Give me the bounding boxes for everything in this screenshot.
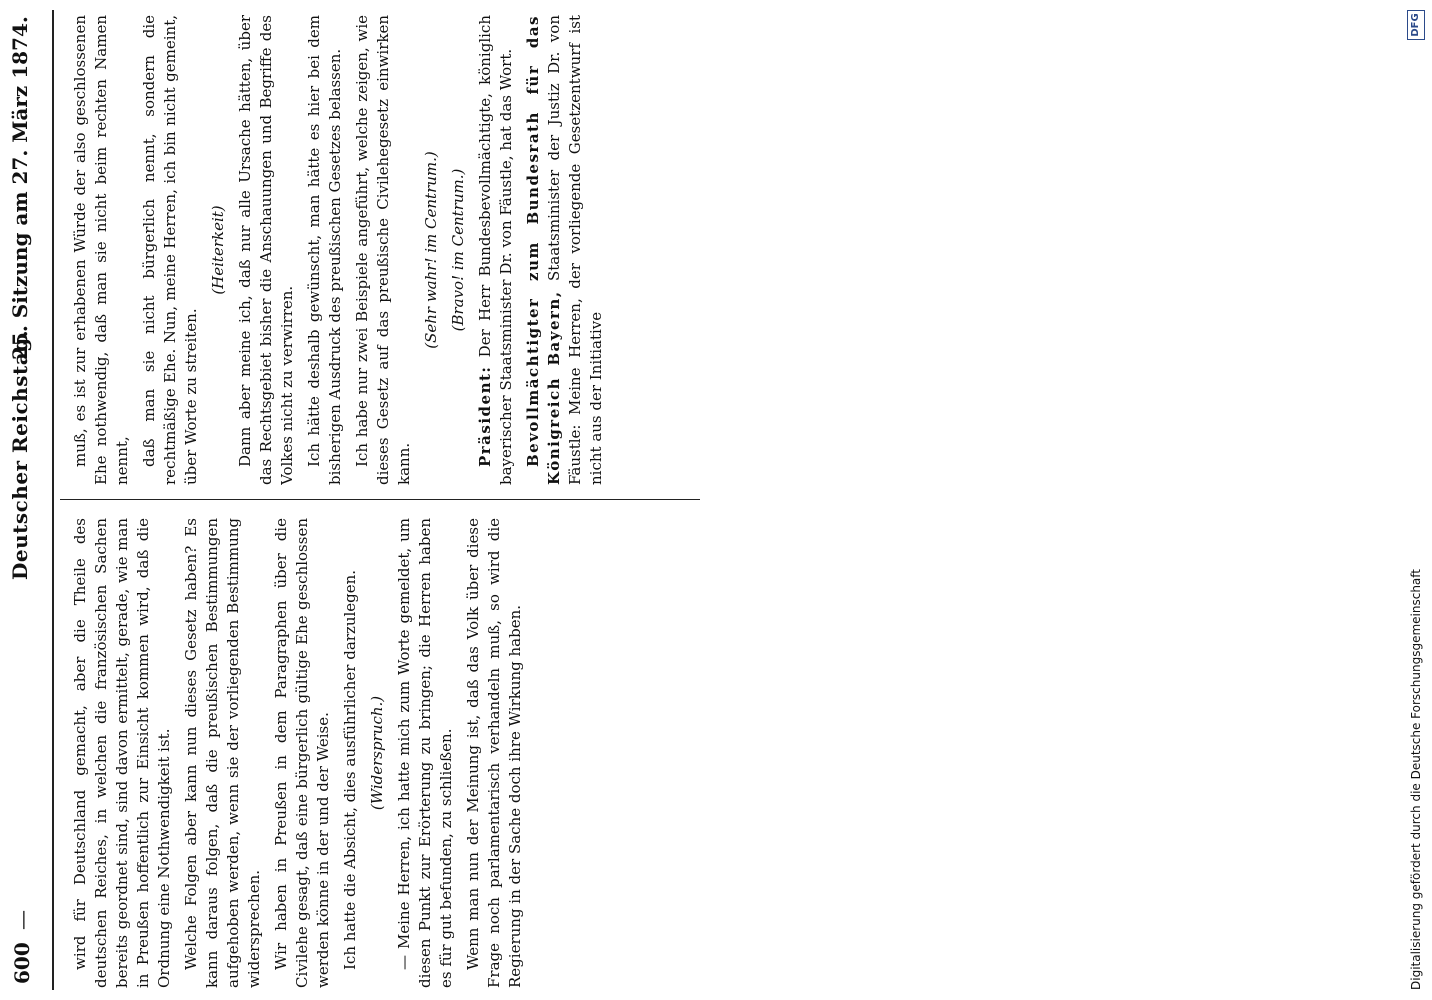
- speaker-paragraph: [475, 15, 517, 485]
- speaker-text: Staatsminister der Justiz Dr. von Fäustle: Meine Herren, der vorliegende Gesetzentwurf ist nicht aus der Initiative: [545, 15, 605, 485]
- speaker-label: Bevollmächtigter zum Bundesrath für das Königreich Bayern,: [524, 15, 563, 485]
- dfg-logo: DFG: [1407, 10, 1425, 40]
- paragraph: Welche Folgen aber kann nun dieses Gesetz haben? Es kann daraus folgen, daß die preußischen Bestimmungen aufgehoben werden, wenn sie der vorliegenden Bestimmung widersprechen.: [182, 518, 263, 988]
- paragraph: Ich hatte die Absicht, dies ausführlicher darzulegen.: [341, 569, 359, 970]
- paragraph: daß man sie nicht bürgerlich nennt, sondern die rechtmäßige Ehe. Nun, meine Herren, ich bin nicht gemeint, über Worte zu streiten.: [140, 15, 200, 485]
- paragraph: Wenn man nun der Meinung ist, daß das Volk über diese Frage noch parlamentarisch verhandeln muß, so wird die Regierung in der Sache doch ihre Wirkung haben.: [464, 518, 524, 988]
- speaker-label: Präsident:: [476, 365, 494, 467]
- column-divider: [60, 499, 700, 500]
- paragraph: wird für Deutschland gemacht, aber die Theile des deutschen Reiches, in welchen die französischen Sachen bereits geordnet sind, sind davon ermittelt, gerade, wie man in Preußen hoffentlich zur Einsicht kommen wird, daß die Ordnung eine Nothwendigkeit ist.: [71, 518, 173, 988]
- paragraph: — Meine Herren, ich hatte mich zum Worte gemeldet, um diesen Punkt zur Erörterung zu bringen; die Herren haben es für gut befunden, zu schließen.: [395, 518, 455, 988]
- paragraph: Wir haben in Preußen in dem Paragraphen über die Civilehe gesagt, daß eine bürgerlich gültige Ehe geschlossen werden könne in der und der Weise.: [272, 518, 332, 988]
- interjection: (Widerspruch.): [368, 695, 386, 811]
- paragraph: muß, es ist zur erhabenen Würde der also geschlossenen Ehe nothwendig, daß man sie nicht beim rechten Namen nennt,: [71, 15, 131, 485]
- speaker-paragraph: [523, 15, 607, 485]
- interjection: (Bravo! im Centrum.): [449, 168, 467, 332]
- paragraph: Ich habe nur zwei Beispiele angeführt, welche zeigen, wie dieses Gesetz auf das preußische Civilehegesetz einwirken kann.: [353, 15, 413, 485]
- page-footer: [1405, 0, 1427, 1000]
- interjection: (Sehr wahr! im Centrum.): [422, 151, 440, 349]
- digitization-credit: Digitalisierung gefördert durch die Deutsche Forschungsgemeinschaft: [1409, 568, 1423, 990]
- sitting-date: 25. Sitzung am 27. März 1874.: [8, 16, 32, 360]
- interjection: (Heiterkeit): [209, 205, 227, 295]
- right-column: [70, 15, 710, 485]
- speaker-text: Der Herr Bundesbevollmächtigte, königlich bayerischer Staatsminister Dr. von Fäustle, hat das Wort.: [476, 15, 515, 485]
- running-head: Deutscher Reichstag.: [8, 329, 32, 580]
- header-rule: [52, 10, 54, 990]
- paragraph: Dann aber meine ich, daß nur alle Ursache hätten, über das Rechtsgebiet bisher die Anschauungen und Begriffe des Volkes nicht zu verwirren.: [236, 15, 296, 485]
- page-number: 600: [10, 942, 34, 984]
- left-column: [70, 518, 710, 988]
- header-dash: —: [10, 910, 34, 930]
- page-header: [0, 0, 60, 1000]
- paragraph: Ich hätte deshalb gewünscht, man hätte es hier bei dem bisherigen Ausdruck des preußischen Gesetzes belassen.: [305, 15, 344, 485]
